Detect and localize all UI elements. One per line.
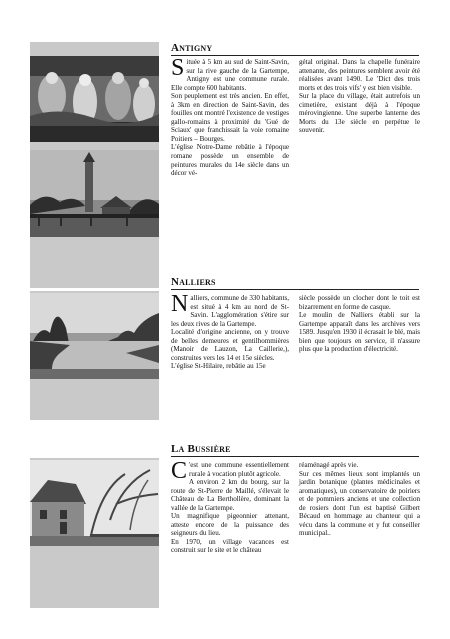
nalliers-column-2 [299, 294, 420, 354]
antigny-paragraph: gétal original. Dans la chapelle funéraire attenante, des peintures semblent avoir été réalisées avant 1490. Le 'Dict des trois morts et des trois vifs' y est bien visible. [299, 58, 420, 92]
la-bussiere-paragraph: réaménagé après vie. [299, 461, 359, 469]
section-title-nalliers: Nalliers [171, 276, 216, 288]
antigny-paragraph: ituée à 5 km au sud de Saint-Savin, sur la rive gauche de la Gartempe, Antigny est une commune rurale. Elle compte 600 habitants. [171, 58, 289, 92]
nalliers-paragraph: siècle possède un clocher dont le toit est bizarrement en forme de casque. [299, 294, 420, 311]
la-bussiere-paragraph: A environ 2 km du bourg, sur la route de St-Pierre de Maillé, s'élevait le Château de La Berthollère, dominant la vallée de la Gartempe. [171, 478, 289, 512]
nalliers-column-1 [171, 291, 289, 371]
la-bussiere-paragraph: Un magnifique pigeonnier attenant, atteste encore de la puissance des seigneurs du lieu. [171, 512, 289, 538]
la-bussiere-column-2 [299, 461, 420, 538]
section-title-antigny: Antigny [171, 42, 213, 54]
antigny-column-2 [299, 58, 420, 135]
photo-lantern-of-the-dead [30, 150, 159, 237]
nalliers-paragraph: Le moulin de Nalliers établi sur la Gartempe apparaît dans les archives vers 1589. Jusqu'en 1930 il écrasait le blé, mais bien que toujours en service, il n'assure plus que la production d'électricité. [299, 311, 420, 354]
section-title-la-bussiere: La Bussière [171, 443, 231, 455]
dropcap-nalliers: N [171, 291, 189, 317]
section-rule-la-bussiere [171, 456, 419, 457]
nalliers-paragraph: alliers, commune de 330 habitants, est situé à 4 km au nord de St-Savin. L'agglomération s'étire sur les deux rives de la Gartempe. [171, 294, 289, 328]
antigny-paragraph: Sur la place du village, était autrefois un cimetière, existant déjà à l'époque mérovingienne. Une superbe lanterne des Morts du 13e siècle en perpétue le souvenir. [299, 92, 420, 135]
la-bussiere-paragraph: 'est une commune essentiellement rurale à vocation plutôt agricole. [189, 461, 289, 478]
photo-wall-paintings [30, 56, 159, 142]
antigny-paragraph: L'église Notre-Dame rebâtie à l'époque romane possède un ensemble de peintures murales du 14e siècle dans un décor vé- [171, 143, 289, 178]
section-rule-nalliers [171, 289, 419, 290]
la-bussiere-paragraph: En 1970, un village vacances est construit sur le site et le château [171, 537, 289, 555]
antigny-column-1 [171, 55, 289, 178]
la-bussiere-column-1 [171, 458, 289, 555]
antigny-paragraph: Son peuplement est très ancien. En effet, à 3km en direction de Saint-Savin, des fouilles ont montré l'existence de vestiges gallo-romains à proximité du 'Gué de Sciaux' que franchissait la voie romaine Poitiers – Bourges. [171, 92, 289, 143]
la-bussiere-paragraph: Sur ces mêmes lieux sont implantés un jardin botanique (plantes médicinales et aromatiques), un conservatoire de poiriers et de pommiers anciens et une collection de rosiers dont l'un est baptisé Gilbert Bécaud en hommage au chanteur qui a vécu dans la commune et y fut conseiller municipal.. [299, 469, 420, 538]
photo-chateau-berthollere [30, 460, 159, 546]
dropcap-antigny: S [171, 55, 185, 81]
nalliers-paragraph: Localité d'origine ancienne, on y trouve de belles demeures et gentilhommières (Manoir de Lauzon, La Caillerie,), construites vers les 14 et 15e siècles. [171, 328, 289, 362]
nalliers-paragraph: L'église St-Hilaire, rebâtie au 15e [171, 362, 266, 371]
section-rule-antigny [171, 55, 419, 56]
dropcap-la-bussiere: C [171, 458, 188, 484]
photo-river-gartempe [30, 293, 159, 379]
